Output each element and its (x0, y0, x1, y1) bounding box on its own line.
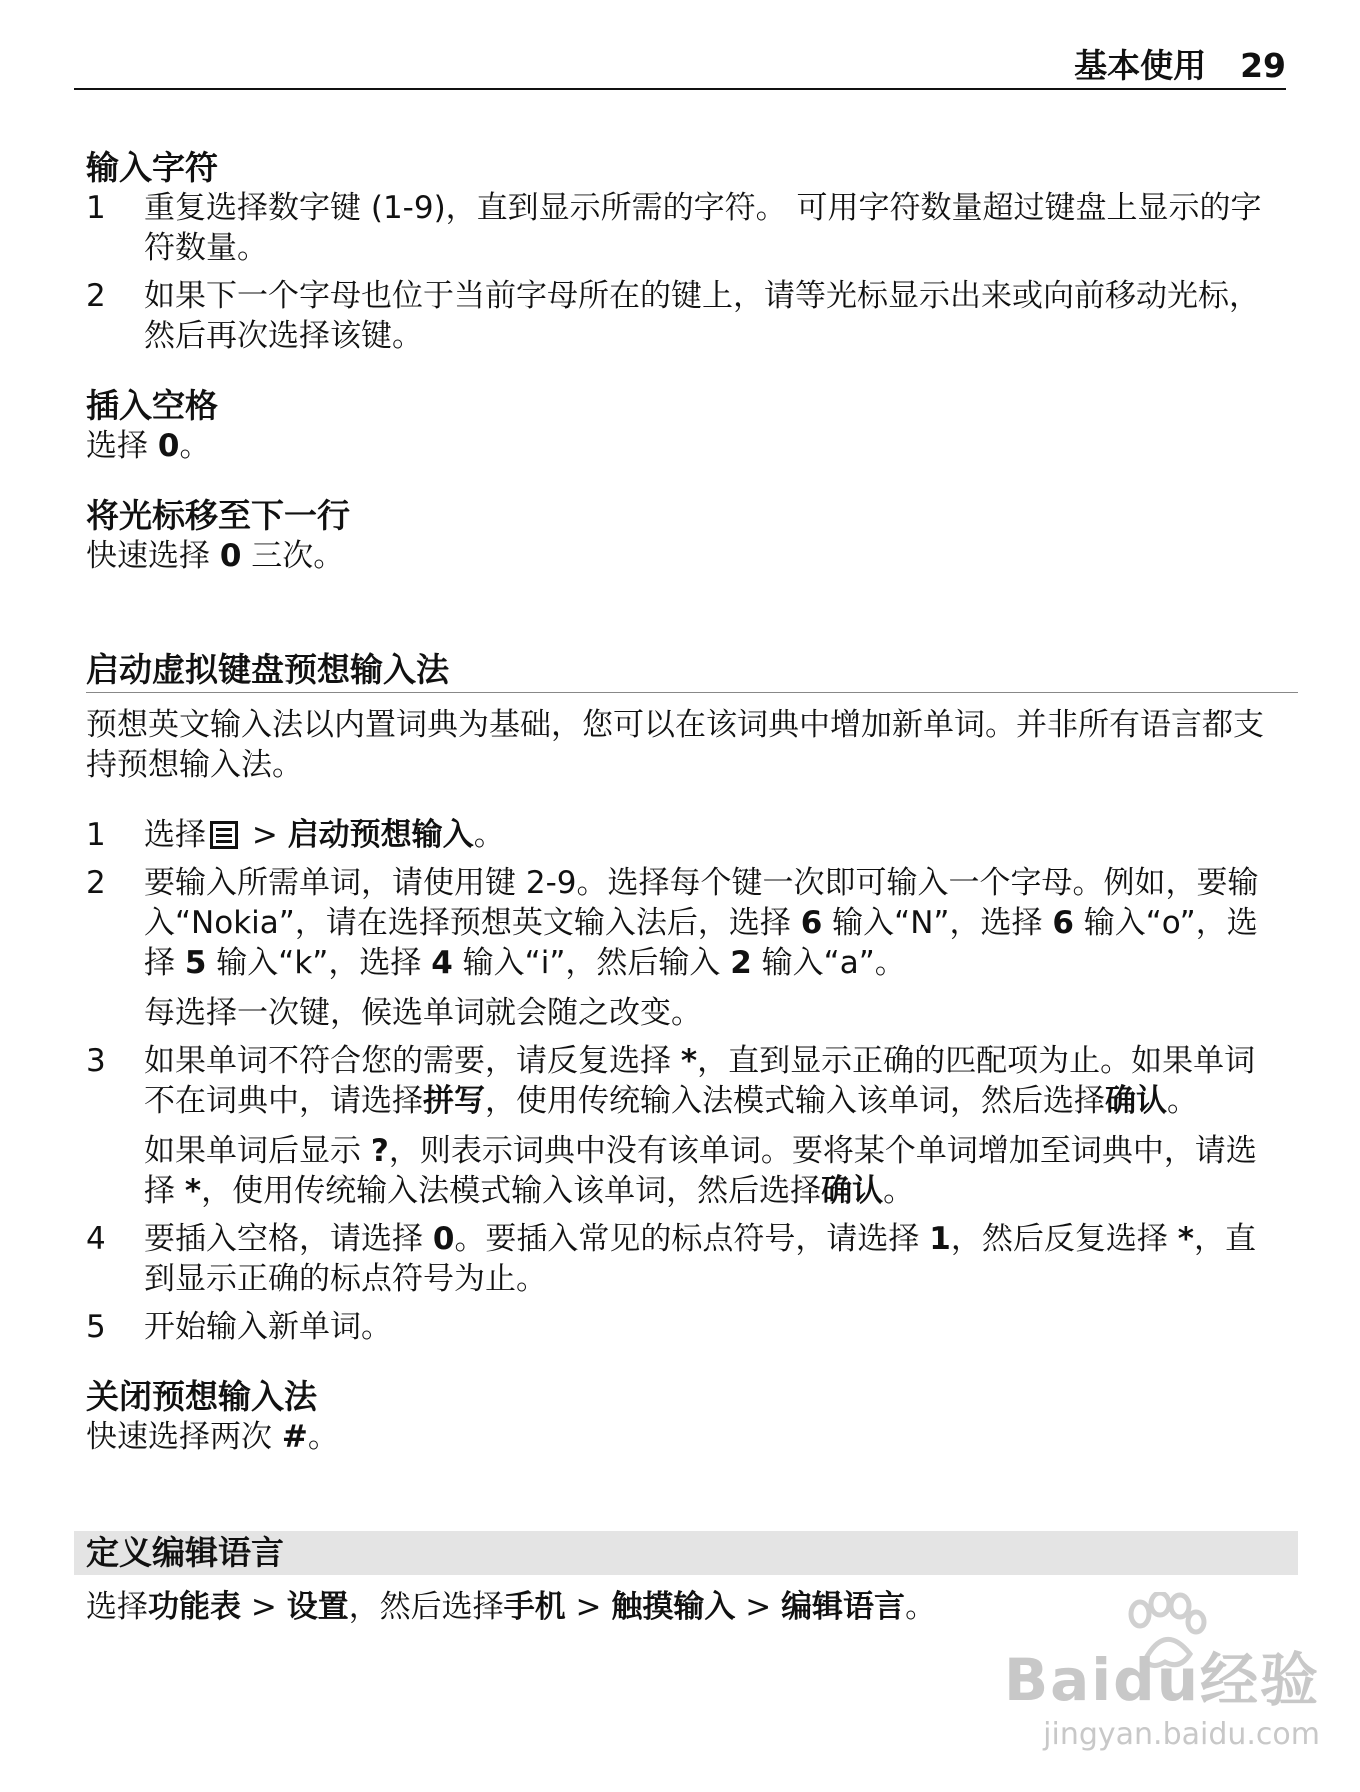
chapter-title: 基本使用 (1074, 46, 1207, 85)
list-item: 4 要插入空格，请选择 0。要插入常见的标点符号，请选择 1，然后反复选择 *，直到显示正确的标点符号为止。 (86, 1221, 1256, 1297)
page-number: 29 (1240, 46, 1286, 85)
close-predictive-text: 快速选择两次 #。 (86, 1419, 339, 1455)
watermark-logo: Baidu经验 (1003, 1646, 1320, 1714)
heading-close-predictive: 关闭预想输入法 (86, 1377, 317, 1416)
watermark (1004, 1633, 1320, 1752)
heading-next-line: 将光标移至下一行 (86, 496, 350, 535)
list-item: 2 要输入所需单词，请使用键 2-9。选择每个键一次即可输入一个字母。例如，要输入“Nokia”，请在选择预想英文输入法后，选择 6 输入“N”，选择 6 输入“o”，选择 5 输入“k”，选择 4 输入“i”，然后输入 2 输入“a”。 每选择一次键，候选单词就会随之改变。 (86, 863, 1286, 1033)
watermark-url: jingyan.baidu.com (1043, 1717, 1320, 1752)
section-title-predictive: 启动虚拟键盘预想输入法 (86, 650, 1298, 693)
predictive-intro: 预想英文输入法以内置词典为基础，您可以在该词典中增加新单词。并非所有语言都支持预想输入法。 (86, 707, 1264, 783)
page-header (74, 44, 1286, 90)
next-line-text: 快速选择 0 三次。 (86, 538, 345, 574)
step-note: 如果单词后显示 ?，则表示词典中没有该单词。要将某个单词增加至词典中，请选择 *，使用传统输入法模式输入该单词，然后选择确认。 (144, 1133, 1257, 1209)
list-item: 1 选择 > 启动预想输入。 (86, 817, 505, 853)
list-item: 1 重复选择数字键 (1-9)，直到显示所需的字符。 可用字符数量超过键盘上显示的字符数量。 (86, 190, 1262, 266)
list-item: 2 如果下一个字母也位于当前字母所在的键上，请等光标显示出来或向前移动光标，然后再次选择该键。 (86, 278, 1260, 354)
heading-input-chars: 输入字符 (86, 148, 218, 187)
insert-space-text: 选择 0。 (86, 428, 211, 464)
predictive-steps (86, 815, 1286, 1347)
edit-language-text: 选择功能表 > 设置，然后选择手机 > 触摸输入 > 编辑语言。 (86, 1589, 937, 1625)
content (86, 148, 1286, 1627)
list-item: 3 如果单词不符合您的需要，请反复选择 *，直到显示正确的匹配项为止。如果单词不在词典中，请选择拼写，使用传统输入法模式输入该单词，然后选择确认。 如果单词后显示 ?，则表示词典中没有该单词。要将某个单词增加至词典中，请选择 *，使用传统输入法模式输入该单词，然后选择确认。 (86, 1041, 1286, 1211)
menu-icon (210, 821, 238, 849)
section-title-edit-language: 定义编辑语言 (74, 1531, 1298, 1575)
list-item: 5 开始输入新单词。 (86, 1309, 392, 1345)
input-chars-steps (86, 188, 1286, 356)
heading-insert-space: 插入空格 (86, 386, 218, 425)
step-note: 每选择一次键，候选单词就会随之改变。 (144, 995, 702, 1031)
